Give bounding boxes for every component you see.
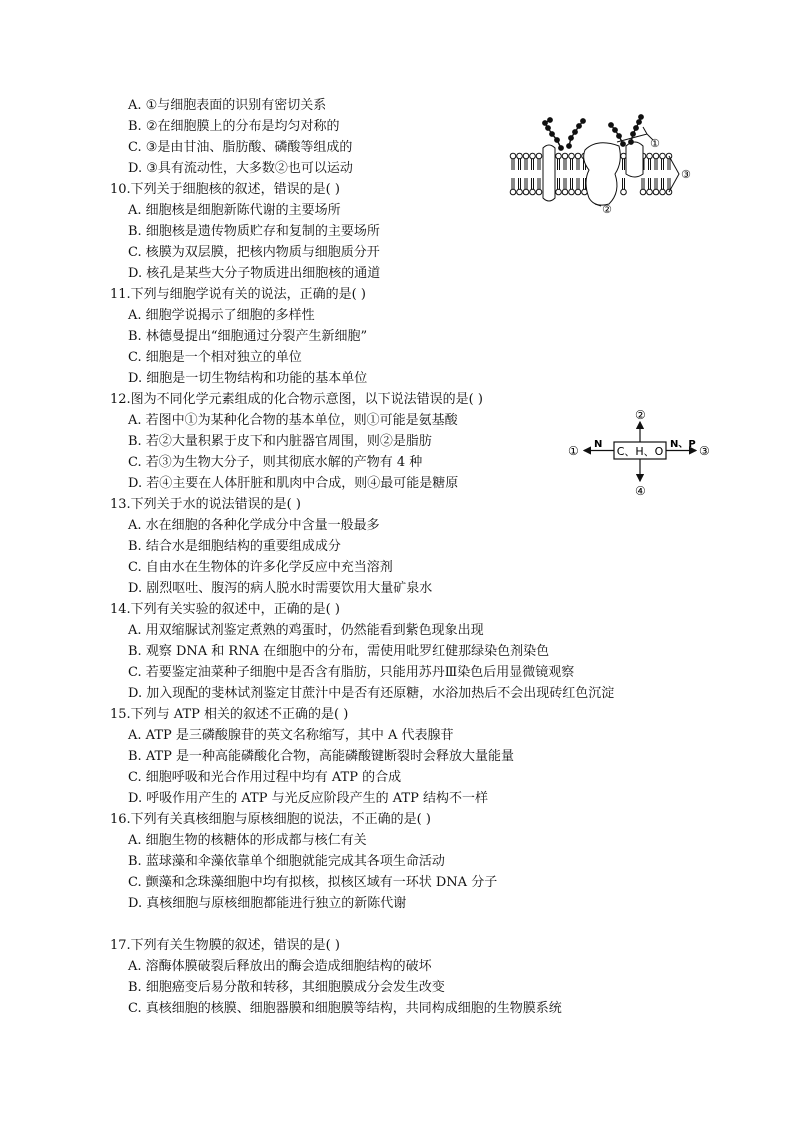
phospholipid-tail — [532, 178, 534, 189]
phospholipid-head — [562, 153, 568, 159]
label-2: ② — [635, 408, 646, 422]
label-4: ④ — [635, 484, 646, 498]
phospholipid-head — [621, 153, 627, 159]
phospholipid-head — [575, 153, 581, 159]
q16-option-c: C. 颤藻和念珠藻细胞中均有拟核，拟核区域有一环状 DNA 分子 — [128, 875, 498, 890]
phospholipid-tail — [571, 178, 573, 189]
q14-option-d: D. 加入现配的斐林试剂鉴定甘蔗汁中是否有还原糖，水浴加热后不会出现砖红色沉淀 — [128, 686, 615, 701]
right-elements-np: N、P — [670, 439, 696, 450]
q12-option-d: D. 若④主要在人体肝脏和肌肉中合成，则④最可能是糖原 — [128, 476, 459, 491]
q17-option-c: C. 真核细胞的核膜、细胞器膜和细胞膜等结构，共同构成细胞的生物膜系统 — [128, 1001, 562, 1016]
phospholipid-tail — [623, 178, 625, 189]
q10-option-d: D. 核孔是某些大分子物质进出细胞核的通道 — [128, 266, 381, 281]
q9-option-a: A. ①与细胞表面的识别有密切关系 — [128, 98, 327, 113]
phospholipid-head — [536, 189, 542, 195]
q12-option-c: C. 若③为生物大分子，则其彻底水解的产物有 4 种 — [128, 455, 423, 470]
membrane-protein — [543, 145, 555, 201]
q10-option-c: C. 核膜为双层膜，把核内物质与细胞质分开 — [128, 245, 380, 260]
q14-option-c: C. 若要鉴定油菜种子细胞中是否含有脂肪，只能用苏丹Ⅲ染色后用显微镜观察 — [128, 665, 575, 680]
phospholipid-tail — [649, 159, 651, 170]
phospholipid-tail — [519, 178, 521, 189]
q9-option-b: B. ②在细胞膜上的分布是均匀对称的 — [128, 119, 340, 134]
q14-option-b: B. 观察 DNA 和 RNA 在细胞中的分布，需使用吡罗红健那绿染色剂染色 — [128, 644, 550, 659]
membrane-protein — [584, 143, 621, 205]
q12-stem: 12.图为不同化学元素组成的化合物示意图，以下说法错误的是( ) — [110, 392, 483, 407]
q16-option-b: B. 蓝球藻和伞藻依靠单个细胞就能完成其各项生命活动 — [128, 854, 445, 869]
phospholipid-tail — [558, 159, 560, 170]
membrane-label-3: ③ — [681, 168, 691, 181]
q10-stem: 10.下列关于细胞核的叙述，错误的是( ) — [110, 182, 340, 197]
phospholipid-tail — [571, 159, 573, 170]
q13-option-a: A. 水在细胞的各种化学成分中含量一般最多 — [128, 518, 380, 533]
element-composition-figure — [565, 405, 715, 500]
q16-stem: 16.下列有关真核细胞与原核细胞的说法，不正确的是( ) — [110, 812, 431, 827]
phospholipid-tail — [577, 178, 579, 189]
phospholipid-head — [660, 153, 666, 159]
phospholipid-head — [562, 189, 568, 195]
phospholipid-tail — [623, 159, 625, 170]
q12-option-a: A. 若图中①为某种化合物的基本单位，则①可能是氨基酸 — [128, 413, 458, 428]
phospholipid-tail — [649, 178, 651, 189]
q14-stem: 14.下列有关实验的叙述中，正确的是( ) — [110, 602, 340, 617]
phospholipid-tail — [525, 178, 527, 189]
q13-stem: 13.下列关于水的说法错误的是( ) — [110, 497, 301, 512]
q11-option-c: C. 细胞是一个相对独立的单位 — [128, 350, 302, 365]
label-1: ① — [568, 444, 579, 458]
phospholipid-head — [653, 153, 659, 159]
phospholipid-head — [536, 153, 542, 159]
phospholipid-head — [530, 153, 536, 159]
phospholipid-tail — [668, 178, 670, 189]
q9-option-d: D. ③具有流动性，大多数②也可以运动 — [128, 161, 353, 176]
phospholipid-tail — [642, 178, 644, 189]
phospholipid-tail — [538, 159, 540, 170]
q15-option-a: A. ATP 是三磷酸腺苷的英文名称缩写，其中 A 代表腺苷 — [128, 728, 454, 743]
q11-option-d: D. 细胞是一切生物结构和功能的基本单位 — [128, 371, 368, 386]
phospholipid-head — [556, 153, 562, 159]
label-3: ③ — [699, 444, 710, 458]
q17-option-a: A. 溶酶体膜破裂后释放出的酶会造成细胞结构的破坏 — [128, 959, 432, 974]
phospholipid-head — [660, 189, 666, 195]
phospholipid-head — [517, 153, 523, 159]
q13-option-d: D. 剧烈呕吐、腹泻的病人脱水时需要饮用大量矿泉水 — [128, 581, 433, 596]
q16-option-d: D. 真核细胞与原核细胞都能进行独立的新陈代谢 — [128, 896, 407, 911]
membrane-protein — [626, 142, 643, 177]
q11-option-b: B. 林德曼提出“细胞通过分裂产生新细胞” — [128, 329, 368, 344]
phospholipid-head — [510, 153, 516, 159]
membrane-label-1: ① — [650, 137, 660, 150]
phospholipid-tail — [519, 159, 521, 170]
phospholipid-head — [556, 189, 562, 195]
left-element-n: N — [594, 439, 603, 450]
phospholipid-head — [569, 189, 575, 195]
phospholipid-tail — [538, 178, 540, 189]
center-elements: C、H、O — [616, 445, 664, 458]
q11-option-a: A. 细胞学说揭示了细胞的多样性 — [128, 308, 315, 323]
phospholipid-tail — [558, 178, 560, 189]
q15-option-b: B. ATP 是一种高能磷酸化合物，高能磷酸键断裂时会释放大量能量 — [128, 749, 515, 764]
membrane-label-2: ② — [602, 203, 612, 216]
phospholipid-head — [517, 189, 523, 195]
phospholipid-head — [653, 189, 659, 195]
phospholipid-head — [647, 189, 653, 195]
phospholipid-tail — [564, 178, 566, 189]
phospholipid-head — [510, 189, 516, 195]
phospholipid-head — [523, 153, 529, 159]
phospholipid-head — [523, 189, 529, 195]
phospholipid-tail — [577, 159, 579, 170]
phospholipid-tail — [532, 159, 534, 170]
q17-stem: 17.下列有关生物膜的叙述，错误的是( ) — [110, 938, 340, 953]
phospholipid-tail — [662, 178, 664, 189]
phospholipid-head — [530, 189, 536, 195]
q9-option-c: C. ③是由甘油、脂肪酸、磷酸等组成的 — [128, 140, 353, 155]
phospholipid-head — [575, 189, 581, 195]
q15-option-d: D. 呼吸作用产生的 ATP 与光反应阶段产生的 ATP 结构不一样 — [128, 791, 488, 806]
q14-option-a: A. 用双缩脲试剂鉴定煮熟的鸡蛋时，仍然能看到紫色现象出现 — [128, 623, 484, 638]
phospholipid-head — [640, 189, 646, 195]
q17-option-b: B. 细胞癌变后易分散和转移，其细胞膜成分会发生改变 — [128, 980, 445, 995]
phospholipid-tail — [662, 159, 664, 170]
phospholipid-tail — [584, 178, 586, 189]
phospholipid-tail — [668, 159, 670, 170]
phospholipid-head — [647, 153, 653, 159]
q16-option-a: A. 细胞生物的核糖体的形成都与核仁有关 — [128, 833, 367, 848]
phospholipid-tail — [564, 159, 566, 170]
q10-option-a: A. 细胞核是细胞新陈代谢的主要场所 — [128, 203, 341, 218]
phospholipid-head — [621, 189, 627, 195]
q10-option-b: B. 细胞核是遗传物质贮存和复制的主要场所 — [128, 224, 380, 239]
phospholipid-head — [569, 153, 575, 159]
q12-option-b: B. 若②大量积累于皮下和内脏器官周围，则②是脂肪 — [128, 434, 432, 449]
q13-option-c: C. 自由水在生物体的许多化学反应中充当溶剂 — [128, 560, 393, 575]
phospholipid-tail — [655, 159, 657, 170]
q15-option-c: C. 细胞呼吸和光合作用过程中均有 ATP 的合成 — [128, 770, 402, 785]
phospholipid-tail — [655, 178, 657, 189]
phospholipid-tail — [525, 159, 527, 170]
cell-membrane-figure — [505, 112, 705, 217]
phospholipid-tail — [512, 178, 514, 189]
phospholipid-tail — [512, 159, 514, 170]
q11-stem: 11.下列与细胞学说有关的说法，正确的是( ) — [110, 287, 366, 302]
q13-option-b: B. 结合水是细胞结构的重要组成成分 — [128, 539, 341, 554]
q15-stem: 15.下列与 ATP 相关的叙述不正确的是( ) — [110, 707, 349, 722]
